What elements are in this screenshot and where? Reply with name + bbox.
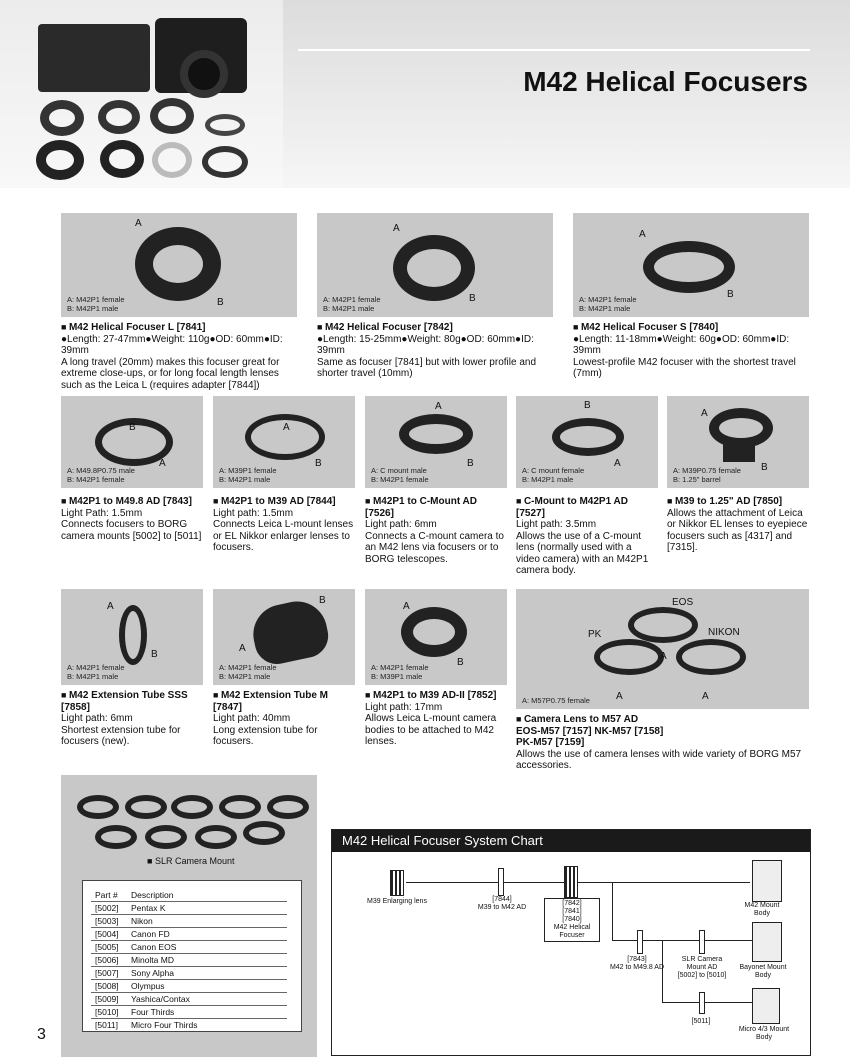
chart-title: M42 Helical Focuser System Chart: [332, 830, 810, 852]
tube-illustration: [401, 607, 467, 657]
label-b: B: [761, 462, 768, 473]
adapter-photo: [61, 396, 203, 488]
tube-photo: [213, 589, 355, 685]
mount-ring: [95, 825, 137, 849]
chart-line: [406, 882, 750, 883]
adapter-illustration: [245, 414, 325, 460]
adapter-icon: [699, 992, 705, 1014]
chart-micro-label: Micro 4/3 Mount Body: [738, 1026, 790, 1041]
photo-caption: A: M57P0.75 female: [522, 696, 590, 705]
photo-caption: A: M49.8P0.75 male B: M42P1 female: [67, 466, 135, 484]
focuser-illustration: [643, 241, 735, 293]
chart-7844-label: [7844] M39 to M42 AD: [477, 896, 527, 911]
adapter-photo: [365, 396, 507, 488]
label-b: B: [584, 400, 591, 411]
photo-caption: A: M42P1 female B: M42P1 male: [579, 295, 637, 313]
label-a: A: [616, 691, 623, 702]
chart-line: [612, 940, 752, 941]
page-title: M42 Helical Focusers: [523, 66, 808, 97]
label-a: A: [435, 401, 442, 412]
label-a: A: [135, 218, 142, 229]
product-photo: [61, 213, 297, 317]
slr-parts-table: [82, 880, 302, 1032]
system-chart: [331, 829, 811, 1056]
photo-caption: A: C mount male B: M42P1 female: [371, 466, 429, 484]
pk-ring: [594, 639, 664, 675]
focuser-ring: [100, 140, 144, 178]
tube-7852: ■ M42P1 to M39 AD-II [7852] Light path: 17mm Allows Leica L-mount camera bodies to be attached to M42 lenses.: [365, 690, 497, 747]
label-b: B: [151, 649, 158, 660]
mount-ring: [243, 821, 285, 845]
header-rule: [298, 49, 810, 51]
photo-caption: A: M42P1 female B: M39P1 male: [371, 663, 429, 681]
label-a: A: [393, 223, 400, 234]
label-a: A: [660, 651, 667, 662]
label-a: A: [702, 691, 709, 702]
table-row: [5009] Yashica/Contax: [91, 993, 287, 1006]
adapter-ring: [202, 146, 248, 178]
m57-adapter: ■ Camera Lens to M57 AD EOS-M57 [7157] NK-M57 [7158] PK-M57 [7159] Allows the use of camera lenses with wide variety of BORG M57 accessories.: [516, 714, 802, 771]
tube-illustration: [119, 605, 147, 665]
adapter-photo: [667, 396, 809, 488]
focuser-ring: [40, 100, 84, 136]
label-a: A: [403, 601, 410, 612]
adapter-7527: ■ C-Mount to M42P1 AD [7527] Light path: 3.5mm Allows the use of a C-mount lens (normally used with a video camera) with an M42P1 camera body.: [516, 496, 649, 576]
table-header: Part # Description: [91, 889, 287, 902]
mount-ring: [171, 795, 213, 819]
product-7840: ■ M42 Helical Focuser S [7840] ●Length: 11-18mm●Weight: 60g●OD: 60mm●ID: 39mm Lowest-profile M42 focuser with the shortest travel (7mm): [573, 322, 796, 379]
label-b: B: [319, 595, 326, 606]
chart-5011-label: [5011]: [691, 1018, 711, 1025]
label-a: A: [639, 229, 646, 240]
label-a: A: [283, 422, 290, 433]
photo-caption: A: M42P1 female B: M42P1 male: [67, 295, 125, 313]
tube-illustration: [248, 596, 332, 668]
m39-lens-icon: [390, 870, 404, 896]
camera-lens: [180, 50, 228, 98]
adapter-photo: [213, 396, 355, 488]
mount-ring: [125, 795, 167, 819]
adapter-icon: [637, 930, 643, 954]
label-nikon: NIKON: [708, 627, 740, 638]
adapter-ring: [205, 114, 245, 136]
product-7842: ■ M42 Helical Focuser [7842] ●Length: 15-25mm●Weight: 80g●OD: 60mm●ID: 39mm Same as focuser [7841] but with lower profile and shorter travel (10mm): [317, 322, 537, 379]
camera-body-left: [38, 24, 150, 92]
label-b: B: [467, 458, 474, 469]
tube-7847: ■ M42 Extension Tube M [7847] Light path: 40mm Long extension tube for focusers.: [213, 690, 328, 747]
chart-line: [662, 1002, 752, 1003]
chart-slr-ad-label: SLR Camera Mount AD [5002] to [5010]: [677, 956, 727, 979]
product-photo: [317, 213, 553, 317]
table-row: [5002] Pentax K: [91, 902, 287, 915]
slr-label: ■ SLR Camera Mount: [147, 856, 235, 866]
label-a: A: [239, 643, 246, 654]
label-b: B: [129, 422, 136, 433]
table-row: [5005] Canon EOS: [91, 941, 287, 954]
micro43-body-icon: [752, 988, 780, 1024]
table-row: [5010] Four Thirds: [91, 1006, 287, 1019]
focuser-illustration: [393, 235, 475, 301]
focuser-ring: [150, 98, 194, 134]
label-eos: EOS: [672, 597, 694, 608]
table-row: [5006] Minolta MD: [91, 954, 287, 967]
photo-caption: A: M42P1 female B: M42P1 male: [67, 663, 125, 681]
label-a: A: [159, 458, 166, 469]
photo-caption: A: M42P1 female B: M42P1 male: [219, 663, 277, 681]
photo-caption: A: M39P1 female B: M42P1 male: [219, 466, 277, 484]
photo-caption: A: M39P0.75 female B: 1.25" barrel: [673, 466, 741, 484]
mount-ring: [145, 825, 187, 849]
adapter-photo: [516, 396, 658, 488]
photo-caption: A: C mount female B: M42P1 male: [522, 466, 585, 484]
header-photo: [0, 0, 283, 188]
bayonet-body-icon: [752, 922, 782, 962]
chart-focuser-label: [7842] [7841] [7840] M42 Helical Focuser: [544, 898, 600, 942]
adapter-icon: [699, 930, 705, 954]
product-7841: ■ M42 Helical Focuser L [7841] ●Length: 27-47mm●Weight: 110g●OD: 60mm●ID: 39mm A long travel (20mm) makes this focuser great for extreme close-ups, or for long focal length lenses such as the Leica L (requires adapter [7844]): [61, 322, 283, 391]
photo-caption: A: M42P1 female B: M42P1 male: [323, 295, 381, 313]
barrel-illustration: [723, 440, 755, 462]
table-row: [5004] Canon FD: [91, 928, 287, 941]
adapter-7843: ■ M42P1 to M49.8 AD [7843] Light Path: 1.5mm Connects focusers to BORG camera mounts [5002] to [5011]: [61, 496, 202, 542]
m57-photo: [516, 589, 809, 709]
mount-ring: [219, 795, 261, 819]
label-b: B: [727, 289, 734, 300]
label-b: B: [315, 458, 322, 469]
label-b: B: [217, 297, 224, 308]
focuser-illustration: [135, 227, 221, 301]
focuser-ring: [98, 100, 140, 134]
adapter-7844: ■ M42P1 to M39 AD [7844] Light path: 1.5mm Connects Leica L-mount lenses or EL Nikkor enlarger lenses to focusers.: [213, 496, 354, 553]
chart-line: [612, 882, 613, 940]
adapter-illustration: [552, 418, 624, 456]
mount-ring: [267, 795, 309, 819]
tube-7858: ■ M42 Extension Tube SSS [7858] Light path: 6mm Shortest extension tube for focusers (new).: [61, 690, 188, 747]
label-b: B: [457, 657, 464, 668]
chart-7843-label: [7843] M42 to M49.8 AD: [609, 956, 665, 971]
table-row: [5011] Micro Four Thirds: [95, 1020, 198, 1030]
label-a: A: [701, 408, 708, 419]
page-number: 3: [37, 1026, 46, 1043]
tube-photo: [61, 589, 203, 685]
mount-ring: [77, 795, 119, 819]
chart-bayonet-label: Bayonet Mount Body: [739, 964, 787, 979]
adapter-7526: ■ M42P1 to C-Mount AD [7526] Light path: 6mm Connects a C-mount camera to an M42 lens via focusers or to BORG telescopes.: [365, 496, 504, 565]
table-row: [5008] Olympus: [91, 980, 287, 993]
chart-m42-body-label: M42 Mount Body: [744, 902, 780, 917]
tube-photo: [365, 589, 507, 685]
table-row: [5003] Nikon: [91, 915, 287, 928]
adapter-illustration: [399, 414, 473, 454]
table-row: [5007] Sony Alpha: [91, 967, 287, 980]
eos-ring: [628, 607, 698, 643]
label-a: A: [614, 458, 621, 469]
adapter-7850: ■ M39 to 1.25" AD [7850] Allows the attachment of Leica or Nikkor EL lenses to eyepiece focusers such as [4317] and [7315].: [667, 496, 808, 553]
label-b: B: [469, 293, 476, 304]
focuser-icon: [564, 866, 578, 898]
product-photo: [573, 213, 809, 317]
mount-ring: [195, 825, 237, 849]
chart-m39-label: M39 Enlarging lens: [367, 898, 427, 905]
m42-body-icon: [752, 860, 782, 902]
label-a: A: [107, 601, 114, 612]
adapter-icon: [498, 868, 504, 896]
label-pk: PK: [588, 629, 602, 640]
focuser-ring: [36, 140, 84, 180]
tube-ring: [152, 142, 192, 178]
nikon-ring: [676, 639, 746, 675]
